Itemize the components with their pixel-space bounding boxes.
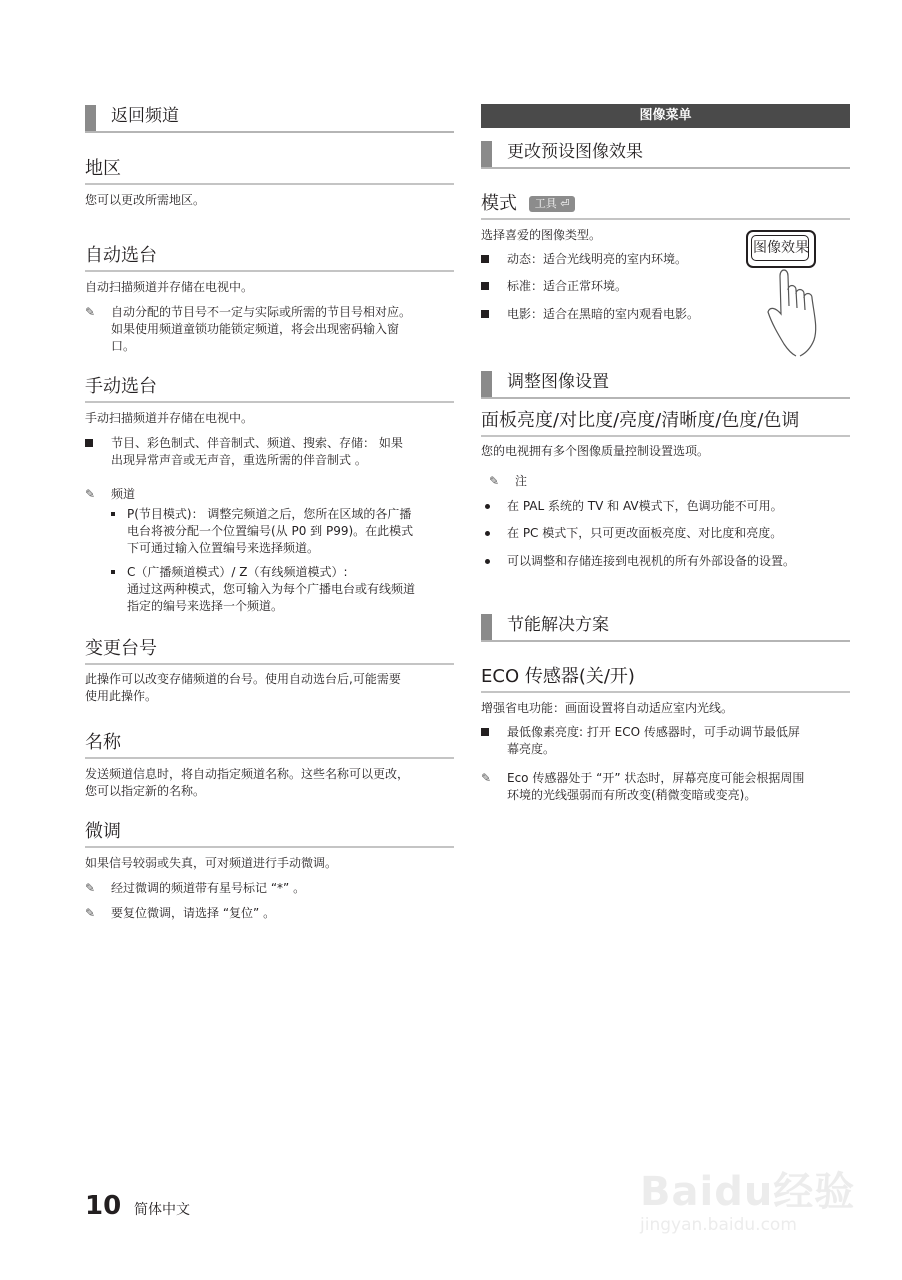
note-line: Eco 传感器处于 “开” 状态时，屏幕亮度可能会根据周围	[507, 771, 805, 785]
fine-tune-note-1	[85, 880, 455, 897]
fine-tune-text: 如果信号较弱或失真，可对频道进行手动微调。	[85, 856, 338, 870]
note-line: 环境的光线强弱而有所改变(稍微变暗或变亮)。	[507, 788, 757, 802]
heading-name: 名称	[85, 731, 454, 759]
button-label: 图像效果	[753, 240, 809, 256]
item-line: C（广播频道模式）/ Z（有线频道模式）:	[127, 565, 348, 579]
panel-note	[489, 473, 527, 490]
mode-bullet-movie	[481, 306, 699, 323]
bullet-line: 出现异常声音或无声音，重选所需的伴音制式 。	[111, 453, 367, 467]
section-header-eco-solution	[481, 612, 850, 642]
bullet-line: 幕亮度。	[507, 742, 556, 756]
note-line: 如果使用频道童锁功能锁定频道，将会出现密码输入窗	[111, 322, 400, 336]
heading-fine-tune: 微调	[85, 820, 454, 848]
tools-label: 工具	[534, 197, 557, 210]
pencil-note-icon: ✎	[85, 487, 96, 501]
change-num-text	[85, 671, 455, 705]
pencil-note-icon: ✎	[85, 906, 96, 920]
bullet-line: 节目、彩色制式、伴音制式、频道、搜索、存储： 如果	[111, 436, 403, 450]
name-text	[85, 766, 455, 800]
baidu-watermark-logo: Baidu经验	[640, 1169, 856, 1215]
text-line: 使用此操作。	[85, 689, 158, 703]
bullet-line: 标准：适合正常环境。	[507, 279, 628, 293]
section-marker	[481, 141, 492, 167]
page-language: 简体中文	[134, 1202, 190, 1218]
mode-bullet-dynamic	[481, 251, 687, 268]
bullet-line: 动态：适合光线明亮的室内环境。	[507, 252, 688, 266]
note-line: 经过微调的频道带有星号标记 “*” 。	[111, 881, 306, 895]
panel-dot-2	[481, 525, 782, 542]
tools-badge	[529, 196, 576, 212]
small-bullet-icon	[111, 512, 115, 516]
mode-title: 模式	[481, 193, 517, 214]
text-line: 发送频道信息时，将自动指定频道名称。这些名称可以更改，	[85, 767, 410, 781]
pencil-note-icon: ✎	[481, 771, 492, 785]
section-title: 调整图像设置	[507, 372, 609, 392]
panel-dot-3	[481, 553, 795, 570]
page-number: 10	[85, 1191, 122, 1221]
manual-tune-text: 手动扫描频道并存储在电视中。	[85, 411, 254, 425]
region-text: 您可以更改所需地区。	[85, 193, 206, 207]
square-bullet-icon	[481, 310, 489, 318]
note-line: 自动分配的节目号不一定与实际或所需的节目号相对应。	[111, 305, 412, 319]
section-header-adjust	[481, 369, 850, 399]
heading-auto-tune: 自动选台	[85, 244, 454, 272]
item-line: 电台将被分配一个位置编号(从 P0 到 P99)。在此模式	[127, 524, 414, 538]
item-line: P(节目模式)： 调整完频道之后，您所在区域的各广播	[127, 507, 412, 521]
heading-manual-tune: 手动选台	[85, 375, 454, 403]
text-line: 您可以指定新的名称。	[85, 784, 206, 798]
item-line: 下可通过输入位置编号来选择频道。	[127, 541, 320, 555]
item-line: 指定的编号来选择一个频道。	[127, 599, 284, 613]
section-title: 更改预设图像效果	[507, 142, 643, 162]
dot-bullet-icon	[485, 559, 490, 564]
note-line: 口。	[111, 339, 136, 353]
small-bullet-icon	[111, 570, 115, 574]
dot-bullet-icon	[485, 531, 490, 536]
section-title: 节能解决方案	[507, 615, 609, 635]
eco-bullet	[481, 724, 851, 758]
text-line: 此操作可以改变存储频道的台号。使用自动选台后,可能需要	[85, 672, 401, 686]
p-mode-item	[111, 506, 456, 557]
pointing-hand-icon	[744, 228, 836, 358]
mode-text: 选择喜爱的图像类型。	[481, 228, 602, 242]
note-line: 要复位微调，请选择 “复位” 。	[111, 906, 276, 920]
section-header-return-channel	[85, 103, 454, 133]
return-arrow-icon: ⏎	[560, 197, 570, 210]
dot-bullet-icon	[485, 504, 490, 509]
bullet-line: 在 PAL 系统的 TV 和 AV模式下，色调功能不可用。	[507, 499, 783, 513]
manual-tune-bullet	[85, 435, 455, 469]
bullet-line: 可以调整和存储连接到电视机的所有外部设备的设置。	[507, 554, 796, 568]
note-title: 注	[515, 474, 528, 488]
fine-tune-note-2	[85, 905, 455, 922]
square-bullet-icon	[481, 282, 489, 290]
auto-tune-note	[85, 304, 455, 355]
square-bullet-icon	[481, 728, 489, 736]
section-marker	[85, 105, 96, 131]
heading-mode	[481, 192, 850, 220]
section-header-change-preset	[481, 139, 850, 169]
mode-bullet-standard	[481, 278, 627, 295]
picture-menu-banner: 图像菜单	[481, 104, 850, 128]
auto-tune-text: 自动扫描频道并存储在电视中。	[85, 280, 254, 294]
bullet-line: 最低像素亮度: 打开 ECO 传感器时，可手动调节最低屏	[507, 725, 800, 739]
note-title: 频道	[111, 487, 136, 501]
eco-text: 增强省电功能：画面设置将自动适应室内光线。	[481, 701, 734, 715]
section-marker	[481, 371, 492, 397]
heading-region: 地区	[85, 157, 454, 185]
pencil-note-icon: ✎	[85, 305, 96, 319]
item-line: 通过这两种模式，您可输入为每个广播电台或有线频道	[127, 582, 416, 596]
bullet-line: 电影：适合在黑暗的室内观看电影。	[507, 307, 700, 321]
eco-note	[481, 770, 851, 804]
channel-note	[85, 486, 455, 503]
square-bullet-icon	[481, 255, 489, 263]
heading-panel: 面板亮度/对比度/亮度/清晰度/色度/色调	[481, 409, 850, 437]
pencil-note-icon: ✎	[85, 881, 96, 895]
pencil-note-icon: ✎	[489, 474, 500, 488]
c-mode-item	[111, 564, 456, 615]
remote-button-illustration	[744, 228, 836, 358]
section-marker	[481, 614, 492, 640]
panel-text: 您的电视拥有多个图像质量控制设置选项。	[481, 444, 710, 458]
section-title: 返回频道	[111, 106, 179, 126]
bullet-line: 在 PC 模式下，只可更改面板亮度、对比度和亮度。	[507, 526, 783, 540]
baidu-watermark-url: jingyan.baidu.com	[640, 1215, 797, 1235]
heading-change-num: 变更台号	[85, 637, 454, 665]
panel-dot-1	[481, 498, 783, 515]
square-bullet-icon	[85, 439, 93, 447]
heading-eco: ECO 传感器(关/开)	[481, 665, 850, 693]
